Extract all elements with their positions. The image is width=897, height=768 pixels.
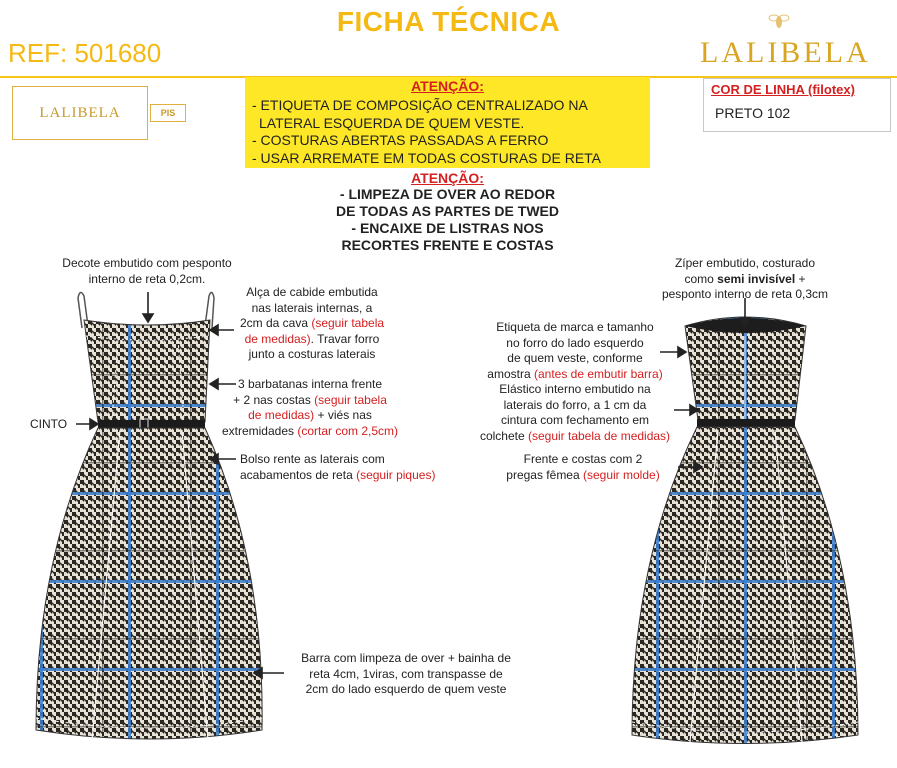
note-text: amostra	[487, 366, 534, 381]
front-skirt	[36, 428, 262, 739]
note-line	[240, 468, 435, 484]
note-highlight: (seguir tabela de medidas)	[527, 428, 671, 443]
note-line: Alça de cabide embutida	[246, 285, 378, 299]
note-text: acabamentos de reta	[240, 467, 357, 482]
note-line: no forro do lado esquerdo	[506, 335, 644, 350]
attention-line: LATERAL ESQUERDA DE QUEM VESTE.	[259, 114, 525, 131]
note-line: Bolso rente as laterais com	[240, 452, 385, 466]
note-text: . Travar forro	[310, 331, 380, 346]
note-line: Frente e costas com 2	[523, 452, 643, 466]
note-line: Decote embutido com pesponto	[62, 256, 232, 270]
note-etiqueta	[470, 320, 680, 444]
note-barra	[282, 651, 530, 698]
note-barbatanas	[208, 377, 412, 439]
note-text: como	[684, 271, 718, 286]
label-logo-text: LALIBELA	[39, 104, 121, 121]
page-title: FICHA TÉCNICA	[336, 6, 561, 37]
note-text: colchete	[479, 428, 528, 443]
note-ziper	[642, 256, 848, 303]
note-line	[208, 393, 412, 409]
note-text: 2cm da cava	[239, 316, 312, 330]
note-highlight: de medidas)	[248, 408, 315, 422]
brand-logo: LALIBELA	[700, 36, 871, 69]
note-bolso	[240, 452, 435, 483]
attention-line: - USAR ARREMATE EM TODAS COSTURAS DE RETA	[252, 149, 602, 166]
note-line: cintura com fechamento em	[500, 413, 650, 427]
note-line: 2cm do lado esquerdo de quem veste	[305, 682, 507, 696]
note-text: extremidades	[221, 423, 298, 438]
note-highlight: (seguir tabela	[311, 316, 385, 330]
note-line	[470, 429, 680, 445]
note-line: pesponto interno de reta 0,3cm	[661, 287, 829, 301]
note-line: laterais do forro, a 1 cm da	[503, 397, 647, 412]
note-text: pregas fêmea	[506, 467, 583, 482]
attention-line: - COSTURAS ABERTAS PASSADAS A FERRO	[252, 132, 549, 148]
note-line	[222, 316, 402, 332]
note-highlight: (cortar com 2,5cm)	[297, 423, 399, 438]
note-text: + viés nas	[314, 408, 372, 422]
attention2-line: DE TODAS AS PARTES DE TWED	[336, 203, 559, 219]
note-line: Etiqueta de marca e tamanho	[496, 320, 654, 334]
note-line: interno de reta 0,2cm.	[88, 271, 206, 286]
attention2-heading: ATENÇÃO:	[411, 170, 484, 186]
note-line: Zíper embutido, costurado	[674, 256, 816, 270]
pis-label: PIS	[160, 108, 176, 118]
attention2-line: - LIMPEZA DE OVER AO REDOR	[339, 186, 556, 202]
note-bold: semi invisível	[717, 271, 796, 286]
note-line	[470, 367, 680, 383]
note-line	[488, 468, 678, 484]
note-line: reta 4cm, 1viras, com transpasse de	[309, 666, 503, 681]
note-line: 3 barbatanas interna frente	[237, 377, 383, 391]
note-decote	[48, 256, 246, 287]
thread-color-value: PRETO 102	[715, 105, 791, 121]
note-highlight: (seguir piques)	[356, 467, 436, 482]
thread-color-label: COR DE LINHA (filotex)	[711, 82, 855, 97]
front-bodice	[84, 320, 210, 422]
note-line	[642, 272, 848, 288]
note-line	[222, 332, 402, 348]
back-belt	[697, 419, 795, 427]
note-line: Elástico interno embutido na	[499, 382, 651, 396]
note-text: +	[795, 271, 806, 286]
note-highlight: (antes de embutir barra)	[533, 366, 663, 381]
note-line	[208, 408, 412, 424]
note-highlight: (seguir tabela	[314, 392, 387, 407]
note-line	[208, 424, 412, 440]
attention2-line: - ENCAIXE DE LISTRAS NOS	[351, 220, 544, 236]
note-highlight: (seguir molde)	[583, 467, 660, 482]
note-line: de quem veste, conforme	[507, 351, 643, 365]
note-pregas	[488, 452, 678, 483]
note-line: Barra com limpeza de over + bainha de	[301, 651, 511, 665]
reference-number: REF: 501680	[8, 38, 162, 68]
attention-heading: ATENÇÃO:	[411, 78, 484, 94]
note-highlight: de medidas)	[244, 331, 311, 346]
front-belt	[98, 420, 205, 428]
note-cinto: CINTO	[30, 417, 68, 431]
attention2-line: RECORTES FRENTE E COSTAS	[341, 237, 554, 253]
note-alca	[222, 285, 402, 363]
attention-line: - ETIQUETA DE COMPOSIÇÃO CENTRALIZADO NA	[252, 97, 588, 113]
note-line: junto a costuras laterais	[248, 347, 376, 361]
note-line: nas laterais internas, a	[251, 300, 373, 315]
note-text: + 2 nas costas	[233, 392, 315, 407]
